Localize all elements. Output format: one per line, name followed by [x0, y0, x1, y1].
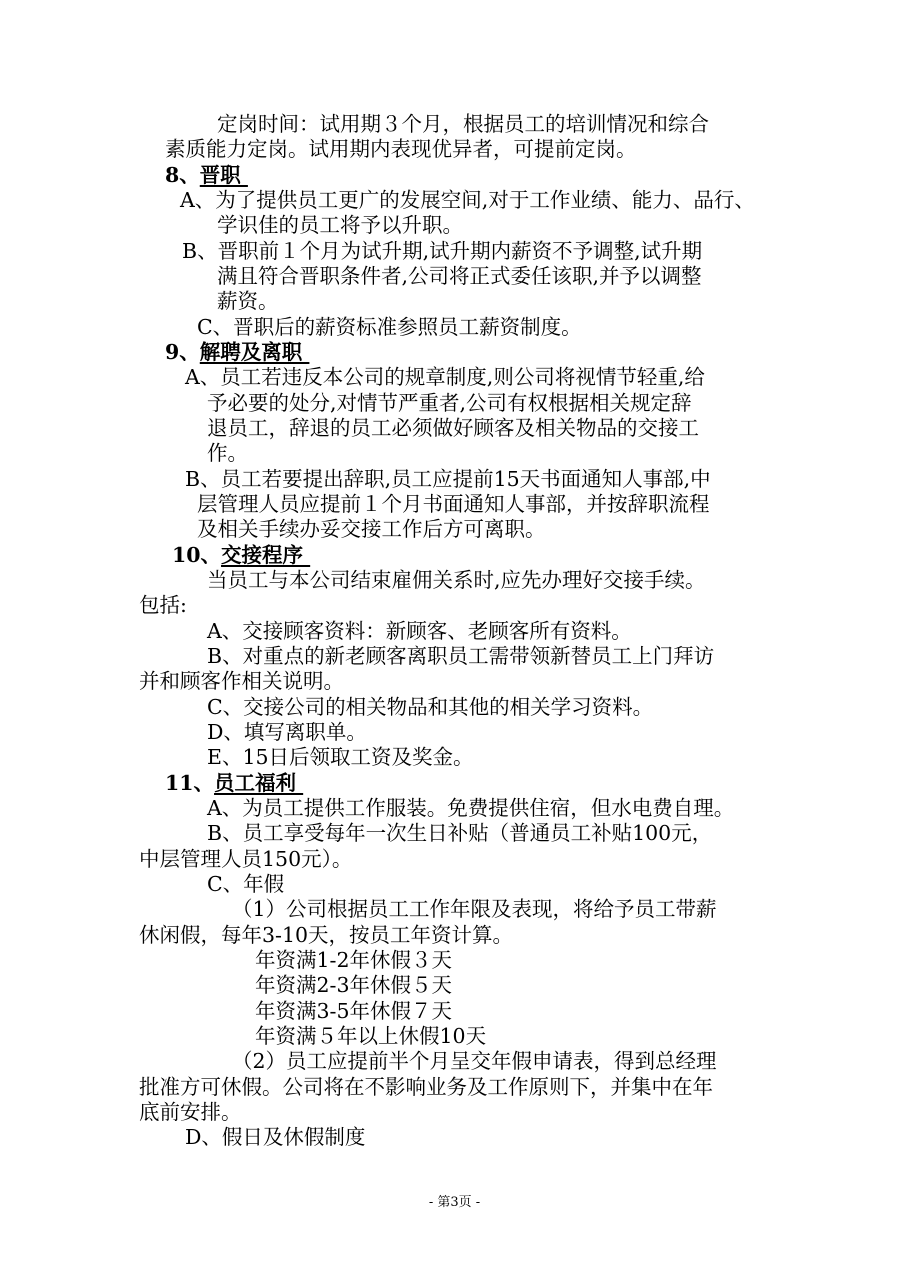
- paragraph-line: D、假日及休假制度: [185, 1125, 366, 1149]
- paragraph-line: 并和顾客作相关说明。: [139, 669, 344, 693]
- paragraph-line: C、晋职后的薪资标准参照员工薪资制度。: [197, 315, 582, 339]
- section-number: 11、: [165, 771, 215, 795]
- paragraph-line: 素质能力定岗。试用期内表现优异者，可提前定岗。: [165, 137, 637, 161]
- paragraph-line: 作。: [207, 441, 248, 465]
- section-heading-10: [172, 543, 310, 567]
- paragraph-line: 底前安排。: [139, 1100, 242, 1124]
- section-number: 10、: [172, 543, 222, 567]
- section-title: 晋职: [199, 163, 248, 187]
- leave-tier-line: 年资满3-5年休假７天: [255, 999, 453, 1023]
- section-title: 交接程序: [221, 543, 311, 567]
- paragraph-line: B、员工享受每年一次生日补贴（普通员工补贴100元，: [207, 821, 713, 845]
- paragraph-line: C、交接公司的相关物品和其他的相关学习资料。: [207, 695, 654, 719]
- paragraph-line: 薪资。: [217, 289, 279, 313]
- leave-tier-line: 年资满2-3年休假５天: [255, 973, 453, 997]
- paragraph-line: （1）公司根据员工工作年限及表现，将给予员工带薪: [232, 897, 717, 921]
- paragraph-line: A、为员工提供工作服装。免费提供住宿，但水电费自理。: [207, 796, 735, 820]
- section-heading-9: [165, 340, 309, 364]
- section-title: 解聘及离职: [199, 340, 310, 364]
- paragraph-line: A、员工若违反本公司的规章制度,则公司将视情节轻重,给: [185, 365, 705, 389]
- paragraph-line: A、交接顾客资料：新顾客、老顾客所有资料。: [207, 619, 632, 643]
- paragraph-line: 满且符合晋职条件者,公司将正式委任该职,并予以调整: [217, 264, 702, 288]
- paragraph-line: A、为了提供员工更广的发展空间,对于工作业绩、能力、品行、: [180, 188, 755, 212]
- section-heading-8: [165, 163, 248, 187]
- paragraph-line: （2）员工应提前半个月呈交年假申请表，得到总经理: [232, 1049, 717, 1073]
- paragraph-line: 层管理人员应提前１个月书面通知人事部，并按辞职流程: [197, 492, 710, 516]
- section-title: 员工福利: [214, 771, 304, 795]
- section-number: 9、: [165, 340, 200, 364]
- paragraph-line: 中层管理人员150元）。: [139, 847, 353, 871]
- leave-tier-line: 年资满５年以上休假10天: [255, 1024, 487, 1048]
- paragraph-line: 及相关手续办妥交接工作后方可离职。: [197, 517, 546, 541]
- paragraph-line: C、年假: [207, 872, 285, 896]
- page-number-footer: - 第3页 -: [428, 1195, 481, 1210]
- paragraph-line: 当员工与本公司结束雇佣关系时,应先办理好交接手续。: [207, 568, 706, 592]
- section-number: 8、: [165, 163, 200, 187]
- paragraph-line: 批准方可休假。公司将在不影响业务及工作原则下，并集中在年: [139, 1075, 713, 1099]
- paragraph-line: 予必要的处分,对情节严重者,公司有权根据相关规定辞: [207, 391, 692, 415]
- leave-tier-line: 年资满1-2年休假３天: [255, 948, 453, 972]
- paragraph-line: B、对重点的新老顾客离职员工需带领新替员工上门拜访: [207, 644, 715, 668]
- paragraph-line: 包括:: [139, 593, 187, 617]
- section-heading-11: [165, 771, 303, 795]
- paragraph-line: D、填写离职单。: [207, 720, 367, 744]
- paragraph-line: 退员工，辞退的员工必须做好顾客及相关物品的交接工: [207, 416, 699, 440]
- paragraph-line: 休闲假，每年3-10天，按员工年资计算。: [139, 923, 514, 947]
- paragraph-line: B、员工若要提出辞职,员工应提前15天书面通知人事部,中: [185, 467, 711, 491]
- paragraph-line: B、晋职前１个月为试升期,试升期内薪资不予调整,试升期: [182, 239, 703, 263]
- paragraph-line: 学识佳的员工将予以升职。: [217, 213, 463, 237]
- paragraph-line: E、15日后领取工资及奖金。: [207, 745, 474, 769]
- paragraph-line: 定岗时间：试用期３个月，根据员工的培训情况和综合: [217, 112, 709, 136]
